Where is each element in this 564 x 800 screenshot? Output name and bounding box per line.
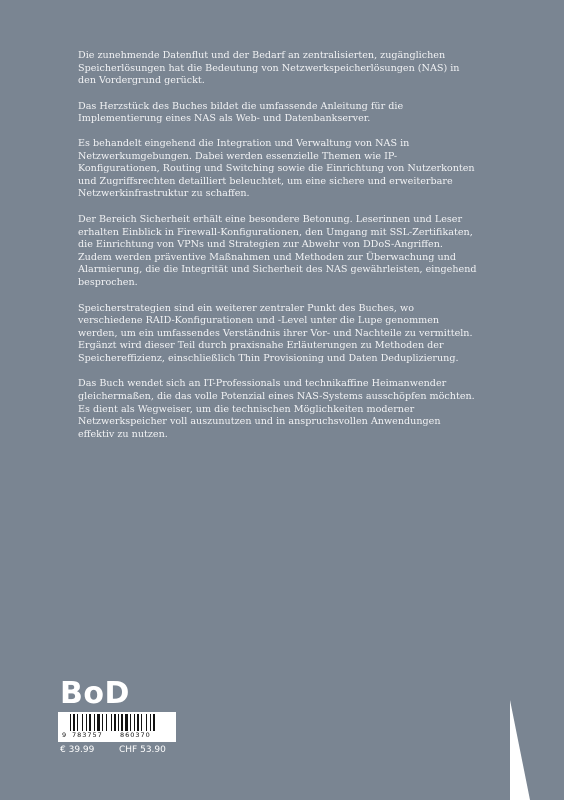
blurb-paragraph: Die zunehmende Datenflut und der Bedarf an zentralisierten, zugänglichen Speicherlösungen hat die Bedeutung von Netzwerkspeicherlösungen (NAS) in den Vordergrund gerückt.: [78, 50, 460, 87]
barcode-bar: [134, 714, 135, 731]
barcode-bar: [82, 714, 83, 731]
barcode-bar: [150, 714, 151, 731]
publisher-logo: BoD: [60, 676, 130, 711]
barcode-bar: [89, 714, 91, 731]
back-cover-blurb: [78, 50, 478, 454]
barcode-bar: [70, 714, 71, 731]
barcode-bar: [114, 714, 116, 731]
price-eur: € 39.99: [60, 745, 95, 755]
barcode-bar: [141, 714, 142, 731]
barcode-bar: [118, 714, 119, 731]
barcode-bar: [146, 714, 147, 731]
barcode-bar: [102, 714, 103, 731]
barcode-bar: [111, 714, 112, 731]
barcode-bar: [137, 714, 139, 731]
isbn-right-group: 860370: [120, 731, 151, 739]
barcode-bar: [125, 714, 128, 731]
barcode-bar: [73, 714, 75, 731]
barcode-bar: [106, 714, 107, 731]
barcode-bar: [86, 714, 87, 731]
barcode-bar: [153, 714, 155, 731]
blurb-paragraph: Das Herzstück des Buches bildet die umfassende Anleitung für die Implementierung eines NAS als Web- und Datenbankserver.: [78, 100, 404, 125]
barcode-bar: [130, 714, 131, 731]
isbn-left-group: 783757: [72, 731, 103, 739]
blurb-paragraph: Speicherstrategien sind ein weiterer zentraler Punkt des Buches, wo verschiedene RAID-Konfigurationen und -Level unter die Lupe genommen werden, um ein umfassendes Verständnis ihrer Vor- und Nachteile zu vermitteln. Ergänzt wird dieser Teil durch praxisnahe Erläuterungen zu Methoden der Speichereffizienz, einschließlich Thin Provisioning und Daten Deduplizierung.: [78, 302, 473, 364]
barcode-bar: [121, 714, 123, 731]
barcode-bar: [77, 714, 78, 731]
barcode-bar: [97, 714, 100, 731]
blurb-paragraph: Der Bereich Sicherheit erhält eine besondere Betonung. Leserinnen und Leser erhalten Einblick in Firewall-Konfigurationen, den Umgang mit SSL-Zertifikaten, die Einrichtung von VPNs und Strategien zur Abwehr von DDoS-Angriffen. Zudem werden präventive Maßnahmen und Methoden zur Überwachung und Alarmierung, die die Integrität und Sicherheit des NAS gewährleisten, eingehend besprochen.: [78, 213, 477, 288]
barcode-bar: [94, 714, 95, 731]
isbn-lead-digit: 9: [62, 731, 67, 739]
price-chf: CHF 53.90: [119, 745, 166, 755]
triangle-shape: [510, 700, 530, 800]
blurb-paragraph: Das Buch wendet sich an IT-Professionals und technikaffine Heimanwender gleichermaßen, die das volle Potenzial eines NAS-Systems ausschöpfen möchten. Es dient als Wegweiser, um die technischen Möglichkeiten moderner Netzwerkspeicher voll auszunutzen und in anspruchsvollen Anwendungen effektiv zu nutzen.: [78, 378, 475, 440]
blurb-paragraph: Es behandelt eingehend die Integration und Verwaltung von NAS in Netzwerkumgebungen. Dabei werden essenzielle Themen wie IP-Konfigurationen, Routing und Switching sowie die Einrichtung von Nutzerkonten und Zugriffsrechten detailliert beleuchtet, um eine sichere und erweiterbare Netzwerkinfrastruktur zu schaffen.: [78, 137, 475, 200]
